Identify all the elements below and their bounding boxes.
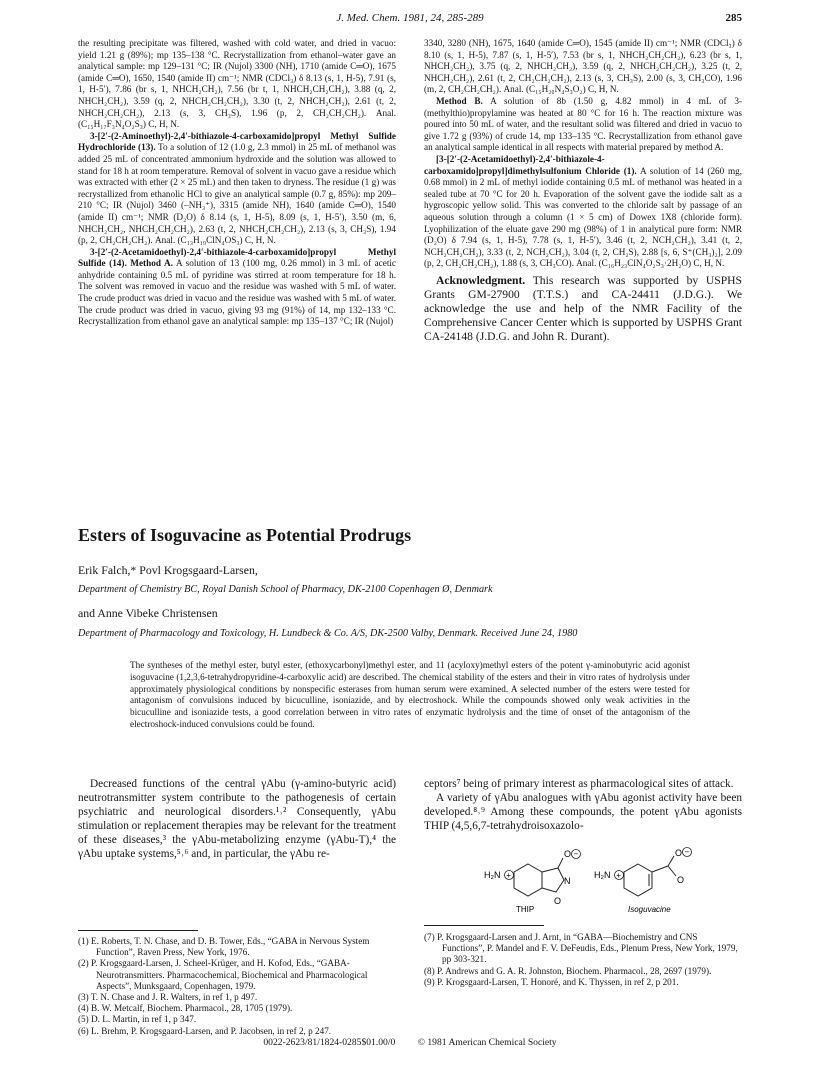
publication-code: 0022-2623/81/1824-0285$01.00/0 [263, 1037, 396, 1048]
paragraph: 3340, 3280 (NH), 1675, 1640 (amide C═O), 1545 (amide II) cm⁻¹; NMR (CDCl₃) δ 8.10 (s, 1, H-5), 7.87 (s, 1, H-5′), 7.53 (br s, 1, NHCH₂CH₂CH₂), 6.23 (br s, 1, NHCH₂CH₂), 3.75 (q, 2, NHCH₂CH₂), 3.59 (q, 2, NHCH₂CH₂CH₂), 3.25 (t, 2, NHCH₂CH₂), 2.61 (t, 2, CH₂CH₂CH₂), 2.13 (s, 3, CH₃S), 2.00 (s, 3, CH₃CO), 1.96 (m, 2, CH₂CH₂CH₂). Anal. (C₁₅H₂₀N₄S₃O₂) C, H, N. [424, 38, 742, 95]
affiliation-1: Department of Chemistry BC, Royal Danish School of Pharmacy, DK-2100 Copenhagen Ø, Denmark [78, 584, 493, 595]
amino-group: H₂N [484, 870, 501, 880]
oxygen-atom: O [675, 848, 683, 858]
thip-structure [484, 849, 581, 914]
paragraph: Decreased functions of the central γAbu (γ-amino-butyric acid) neutrotransmitter system contribute to the pathogenesis of certain psychiatric and neurological disorders.¹˒² Consequently, γAbu stimulation or replacement therapies may be relevant for the treatment of these diseases,³ the γAbu-metabolizing enzyme (γAbu-T),⁴ the γAbu uptake systems,⁵˒⁶ and, in particular, the γAbu re- [78, 778, 396, 860]
chemical-structures [478, 846, 738, 914]
oxygen-atom: O [554, 896, 562, 906]
paragraph-body: A solution of 13 (100 mg, 0.26 mmol) in 3 mL of acetic anhydride containing 0.5 mL of pyridine was stirred at room temperature for 18 h. The solvent was removed in vacuo and the residue was washed with 5 mL of water. The crude product was dried in vacuo and the residue was washed with 5 mL of water. The crude product was dried in vacuo, giving 93 mg (91%) of 14, mp 132–133 °C. Recrystallization from ethanol gave an analytical sample: mp 135–137 °C; IR (Nujol) [78, 258, 396, 327]
amino-group: H₂N [594, 870, 611, 880]
abstract: The syntheses of the methyl ester, butyl ester, (ethoxycarbonyl)methyl ester, and 11 (acyloxy)methyl esters of the potent γ-aminobutyric acid agonist isoguvacine (1,2,3,6-tetrahydropyridine-4-carboxylic acid) are described. The chemical stability of the esters and their in vitro rates of hydrolysis under approximately physiological conditions by nonspecific esterases from human serum were examined. A selected number of the esters were tested for antagonism of convulsions induced by bicuculline, isoniazide, and by electroshock. While the compounds showed only weak activities in the bicuculline and isoniazide tests, a good correlation between in vitro rates of enzymatic hydrolysis and the time of onset of the antagonism of the electroshock-induced convulsions could be found. [130, 660, 690, 729]
paragraph [424, 154, 742, 270]
reference-item: (8) P. Andrews and G. A. R. Johnston, Biochem. Pharmacol., 28, 2697 (1979). [424, 965, 712, 976]
thip-label: THIP [516, 905, 535, 914]
paragraph [78, 131, 396, 247]
reference-item: (5) D. L. Martin, in ref 1, p 347. [78, 1014, 197, 1025]
minus-charge: − [684, 847, 690, 857]
paragraph-body: A solution of 14 (260 mg, 0.68 mmol) in 2 mL of methyl iodide containing 0.5 mL of methanol was heated in a sealed tube at 70 °C for 20 h. Evaporation of the solvent gave the iodide salt as a hygroscopic yellow solid. This was converted to the chloride salt by passage of an aqueous solution through a column (1 × 5 cm) of Dowex 1X8 (chloride form). Lyophilization of the eluate gave 290 mg (98%) of 1 in analytical pure form: NMR (D₂O) δ 7.94 (s, 1, H-5), 7.78 (s, 1, H-5′), 3.46 (t, 2, NCH₂CH₂), 3.41 (t, 2, NCH₂CH₂CH₂), 3.33 (t, 2, NCH₂CH₂), 3.04 (t, 2, CH₂S), 2.88 [s, 6, S⁺(CH₃)₂], 2.09 (p, 2, CH₂CH₂CH₂), 1.88 (s, 3, CH₃CO). Anal. (C₁₆H₂₃ClN₄O₂S₃·2H₂O) C, H, N. [424, 165, 742, 269]
minus-charge: − [573, 849, 579, 859]
acknowledgment-body: This research was supported by USPHS Grants GM-27900 (T.T.S.) and CA-24411 (J.D.G.). We acknowledge the use and help of the NMR Facility of the Comprehensive Cancer Center which is supported by USPHS Grant CA-24148 (J.D.G. and John R. Durant). [424, 273, 742, 343]
compound-heading: 3-[2′-(2-Acetamidoethyl)-2,4′-bithiazole-4-carboxamido]propyl Methyl Sulfide (14). Method A. [78, 246, 396, 269]
introduction-right-column [424, 777, 742, 833]
paragraph: ceptors⁷ being of primary interest as pharmacological sites of attack. [424, 778, 734, 790]
acknowledgment [424, 274, 742, 344]
oxygen-atom: O [677, 875, 685, 885]
compound-heading: 3-[2′-(2-Aminoethyl)-2,4′-bithiazole-4-carboxamido]propyl Methyl Sulfide Hydrochloride (13). [78, 130, 396, 153]
reference-item: (7) P. Krogsgaard-Larsen and J. Arnt, in “GABA—Biochemistry and CNS Functions”, P. Mandel and F. V. DeFeudis, Eds., Plenum Press, New York, 1979, pp 303-321. [424, 932, 738, 965]
copyright: © 1981 American Chemical Society [417, 1037, 557, 1048]
paragraph: A variety of γAbu analogues with γAbu agonist activity have been developed.⁸˒⁹ Among these compounds, the potent γAbu agonists THIP (4,5,6,7-tetrahydroisoxazolo- [424, 792, 742, 832]
reference-item: (3) T. N. Chase and J. R. Walters, in ref 1, p 497. [78, 992, 258, 1003]
experimental-right-column [424, 38, 742, 344]
page-number: 285 [725, 12, 742, 24]
author-line-2: and Anne Vibeke Christensen [78, 606, 218, 620]
reference-item: (4) B. W. Metcalf, Biochem. Pharmacol., 28, 1705 (1979). [78, 1003, 293, 1014]
footnote-rule [78, 930, 198, 931]
method-heading: Method B. [436, 95, 483, 106]
reference-item: (6) L. Brehm, P. Krogsgaard-Larsen, and P. Jacobsen, in ref 2, p 247. [78, 1025, 332, 1036]
affiliation-2: Department of Pharmacology and Toxicology, H. Lundbeck & Co. A/S, DK-2500 Valby, Denmark. Received June 24, 1980 [78, 628, 578, 639]
article-title: Esters of Isoguvacine as Potential Prodrugs [78, 525, 412, 545]
acknowledgment-heading: Acknowledgment. [436, 273, 526, 287]
compound-heading: [3-[2′-(2-Acetamidoethyl)-2,4′-bithiazole-4-carboxamido]propyl]dimethylsulfonium Chloride (1). [424, 153, 637, 176]
plus-charge: + [616, 871, 621, 880]
paragraph-body: A solution of 8b (1.50 g, 4.82 mmol) in 4 mL of 3-(methylthio)propylamine was heated at 80 °C for 16 h. The reaction mixture was poured into 50 mL of water, and the resultant solid was filtered and dried in vacuo to give 1.72 g (93%) of crude 14, mp 133–135 °C. Recrystallization from ethanol gave an analytical sample identical in all respects with material prepared by method A. [424, 95, 743, 153]
reference-item: (9) P. Krogsgaard-Larsen, T. Honoré, and K. Thyssen, in ref 2, p 201. [424, 976, 679, 987]
isoguvacine-label: Isoguvacine [628, 905, 671, 914]
plus-charge: + [506, 871, 511, 880]
references-right [424, 932, 742, 988]
paragraph [78, 247, 396, 328]
reference-item: (1) E. Roberts, T. N. Chase, and D. B. Tower, Eds., “GABA in Nervous System Function”, Raven Press, New York, 1976. [78, 936, 370, 958]
experimental-left-column [78, 38, 396, 328]
paragraph [424, 96, 742, 154]
references-left [78, 936, 396, 1037]
introduction-left-column [78, 777, 396, 861]
running-header [78, 12, 742, 28]
reference-item: (2) P. Krogsgaard-Larsen, J. Scheel-Krüger, and H. Kofod, Eds., “GABA-Neurotransmitters. Pharmacochemical, Biochemical and Pharmacological Aspects”, Munksgaard, Copenhagen, 1979. [78, 958, 368, 991]
paragraph-body: To a solution of 12 (1.0 g, 2.3 mmol) in 25 mL of methanol was added 25 mL of concentrated ammonium hydroxide and the solution was allowed to stand for 18 h at room temperature. Removal of solvent in vacuo gave a residue which was extracted with ether (2 × 25 mL) and then taken to dryness. The residue (1 g) was recrystallized from ethanolic HCl to give an analytical sample (0.7 g, 85%): mp 209–210 °C; IR (Nujol) 3460 (–NH₃⁺), 3315 (amide NH), 1640 (amide C═O), 1540 (amide II) cm⁻¹; NMR (D₂O) δ 8.14 (s, 1, H-5), 8.09 (s, 1, H-5′), 3.50 (m, 6, NHCH₂CH₂, NHCH₂CH₂CH₂), 2.63 (t, 2, NHCH₂CH₂CH₂), 2.13 (s, 3, CH₃S), 1.94 (p, 2, CH₂CH₂CH₂). Anal. (C₁₃H₁₉ClN₄OS₃) C, H, N. [78, 142, 396, 246]
footnote-rule [424, 925, 544, 926]
author-line-1: Erik Falch,* Povl Krogsgaard-Larsen, [78, 563, 258, 577]
isoguvacine-structure [594, 848, 692, 915]
running-title: J. Med. Chem. 1981, 24, 285-289 [336, 12, 484, 24]
nitrogen-atom: N [564, 876, 571, 886]
oxygen-atom: O [564, 849, 572, 859]
paragraph: the resulting precipitate was filtered, washed with cold water, and dried in vacuo: yield 1.21 g (89%); mp 135–138 °C. Recrystallization from ethanol–water gave an analytical sample: mp 129–131 °C; IR (Nujol) 3300 (NH), 1710 (amide C═O), 1675 (amide C═O), 1650, 1540 (amide II) cm⁻¹; NMR (CDCl₃) δ 8.13 (s, 1, H-5), 7.91 (s, 1, H-5′), 7.86 (br s, 1, NHCH₂CH₂), 7.56 (br t, 1, NHCH₂CH₂CH₂), 3.88 (q, 2, NHCH₂CH₂), 3.59 (q, 2, NHCH₂CH₂CH₂), 3.30 (t, 2, NHCH₂CH₂), 2.61 (t, 2, NHCH₂CH₂CH₂), 2.13 (s, 3, CH₃S), 1.96 (p, 2, CH₂CH₂CH₂). Anal. (C₁₅H₁₇F₃N₄O₂S₃) C, H, N. [78, 38, 396, 130]
page-footer [78, 1037, 742, 1048]
